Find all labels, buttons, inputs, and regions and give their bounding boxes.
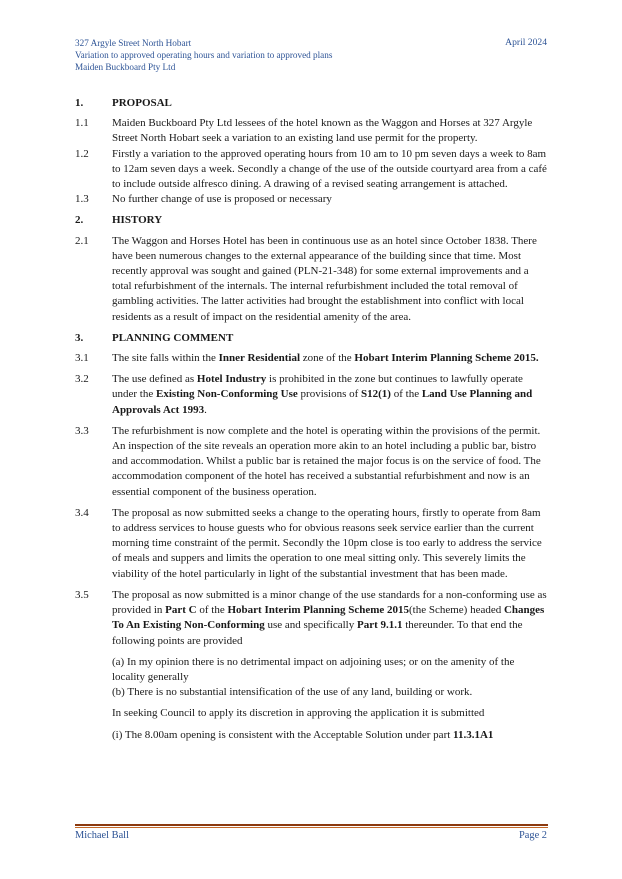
section-heading-planning-comment: 3. PLANNING COMMENT [75, 331, 234, 344]
point-b: (b) There is no substantial intensification of the use of any land, building or work. [112, 686, 473, 699]
footer-rule [75, 824, 548, 826]
paragraph-3-3: 3.3 The refurbishment is now complete and the hotel is operating within the provisions of the permit. An inspection of the site reveals an operation more akin to an hotel including a public bar, bistro and accommodation. Whilst a public bar is retained the major focus is on the service of food. The accommodation component of the hotel has received a substantial refurbishment and now is an essential component of the business operation. [75, 424, 541, 498]
paragraph-3-1: 3.1 The site falls within the Inner Residential zone of the Hobart Interim Planning Scheme 2015. [75, 352, 539, 365]
section-heading-proposal: 1. PROPOSAL [75, 97, 172, 109]
header-subject: Variation to approved operating hours and variation to approved plans [75, 50, 333, 60]
paragraph-1-1: 1.1 Maiden Buckboard Pty Ltd lessees of the hotel known as the Waggon and Horses at 327 Argyle Street North Hobart seek a variation to an existing land use permit for the property. [75, 117, 533, 145]
paragraph-3-4: 3.4 The proposal as now submitted seeks a change to the operating hours, firstly to operate from 8am to address services to house guests who for obvious reasons seek service earlier than the current morning time constraint of the permit. Secondly the 10pm close is too early to address the service of meals and suppers and limits the operation to one meal sitting only. This severely limits the viability of the hotel particularly in light of the substantial investment that has been made. [75, 506, 542, 580]
paragraph-2-1: 2.1 The Waggon and Horses Hotel has been in continuous use as an hotel since October 1838. There have been numerous changes to the external appearance of the building since that time. Most recently approval was sought and gained (PLN-21-348) for some external improvements and a total refurbishment of the internals. The internal refurbishment included the total removal of gambling activities. The latter activities had brought the establishment into conflict with local residents as a result of impact on the residential amenity of the area. [75, 234, 537, 323]
header-address: 327 Argyle Street North Hobart [75, 38, 192, 48]
point-i: (i) The 8.00am opening is consistent with the Acceptable Solution under part 11.3.1A1 [112, 728, 494, 741]
page-number: Page 2 [519, 830, 547, 841]
paragraph-3-2: 3.2 The use defined as Hotel Industry is prohibited in the zone but continues to lawfully operate under the Existing Non-Conforming Use provisions of S12(1) of the Land Use Planning and Approvals Act 1993. [75, 373, 533, 416]
paragraph-1-2: 1.2 Firstly a variation to the approved operating hours from 10 am to 10 pm seven days a week to 8am to 12am seven days a week. Secondly a change of the use of the outside courtyard area from a café to include outside alfresco dining. A drawing of a revised seating arrangement is attached. [75, 147, 547, 191]
paragraph-3-5: 3.5 The proposal as now submitted is a minor change of the use standards for a non-conforming use as provided in Part C of the Hobart Interim Planning Scheme 2015(the Scheme) headed Changes To An Existing Non-Conforming use and specifically Part 9.1.1 thereunder. To that end the following points are provided [75, 588, 547, 647]
document-body [75, 96, 549, 743]
footer-rule-accent [75, 827, 548, 828]
point-a: (a) In my opinion there is no detrimental impact on adjoining uses; or on the amenity of the locality generally [112, 655, 515, 683]
section-heading-history: 2. HISTORY [75, 214, 163, 227]
seeking-council-text: In seeking Council to apply its discretion in approving the application it is submitted [112, 707, 485, 720]
header-date: April 2024 [505, 37, 547, 48]
header-company: Maiden Buckboard Pty Ltd [75, 62, 176, 72]
page-header [75, 37, 547, 73]
footer-author: Michael Ball [75, 830, 129, 841]
page-footer [75, 830, 547, 841]
paragraph-1-3: 1.3 No further change of use is proposed or necessary [75, 193, 332, 206]
